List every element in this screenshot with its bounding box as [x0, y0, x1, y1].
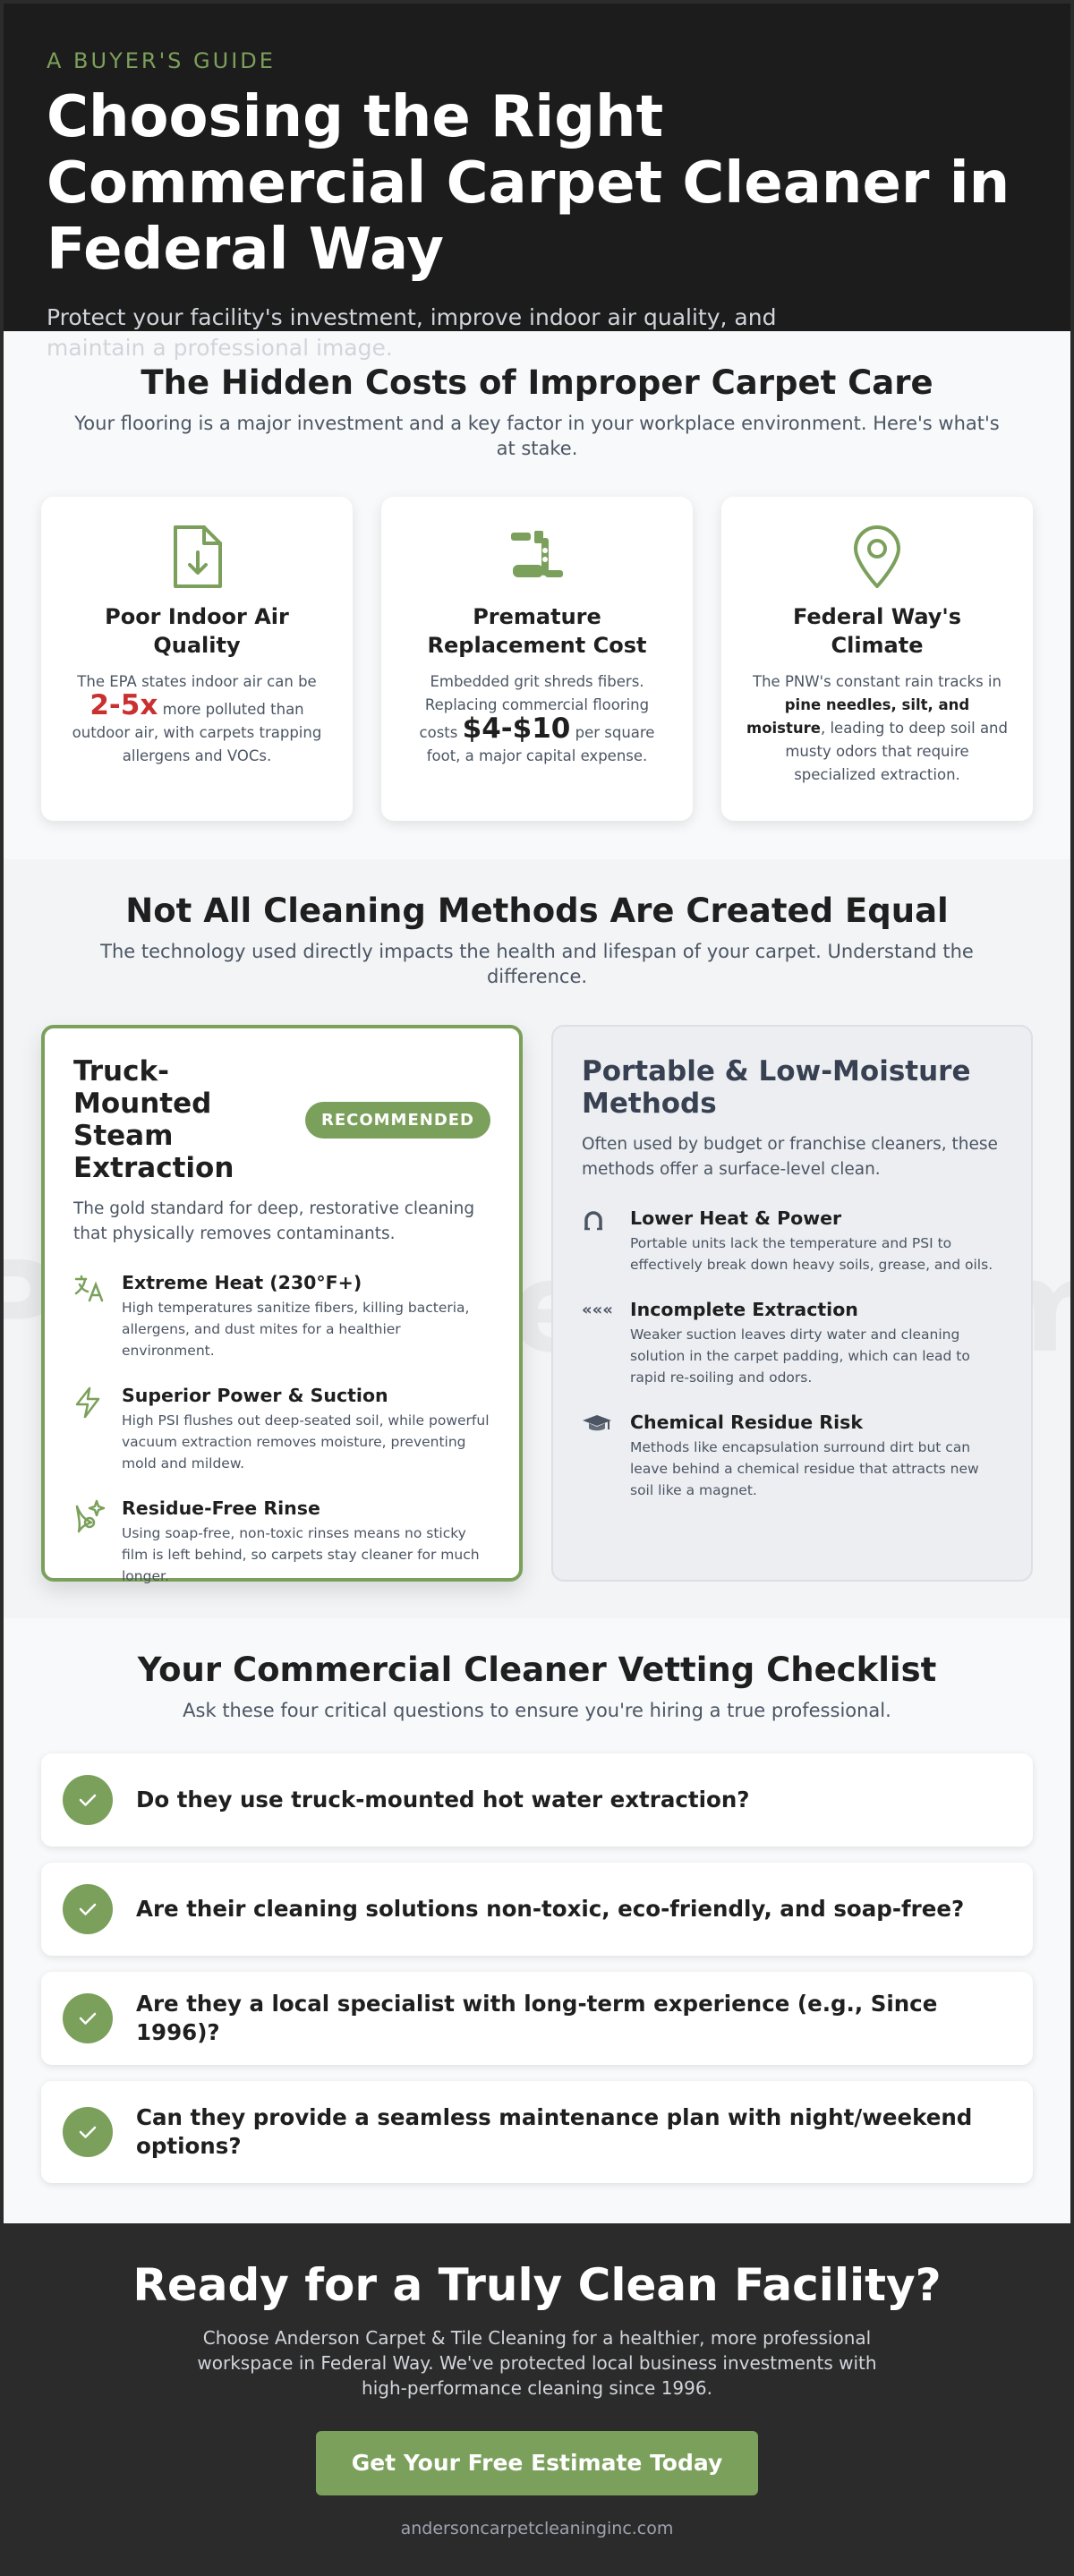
- tool-icon: [405, 524, 669, 590]
- feature-item: [582, 1207, 1002, 1275]
- cta-title: Ready for a Truly Clean Facility?: [132, 2259, 942, 2311]
- magnet-icon: [582, 1207, 630, 1275]
- cost-card-replacement: [381, 497, 693, 821]
- hero: [4, 4, 1070, 361]
- hero-eyebrow: A BUYER'S GUIDE: [47, 48, 276, 73]
- section-subtitle: Ask these four critical questions to ensure you're hiring a true professional.: [183, 1700, 891, 1721]
- feature-text: Methods like encapsulation surround dirt but can leave behind a chemical residue that attracts new soil like a magnet.: [630, 1439, 979, 1498]
- sparkle-icon: [73, 1497, 122, 1587]
- method-description: The gold standard for deep, restorative cleaning that physically removes contaminants.: [73, 1199, 475, 1243]
- checklist-item: [41, 2081, 1033, 2183]
- section-title: Your Commercial Cleaner Vetting Checklist: [137, 1651, 937, 1689]
- checklist-item: [41, 1753, 1033, 1847]
- method-description: Often used by budget or franchise cleaners, these methods offer a surface-level clean.: [582, 1135, 998, 1179]
- feature-text: Weaker suction leaves dirty water and cleaning solution in the carpet padding, which can lead to rapid re-soiling and odors.: [630, 1326, 970, 1386]
- cost-cards: [41, 497, 1033, 821]
- feature-title: Incomplete Extraction: [630, 1299, 858, 1320]
- checklist-question: Are their cleaning solutions non-toxic, eco-friendly, and soap-free?: [136, 1896, 965, 1922]
- cost-card-air-quality: [41, 497, 353, 821]
- feature-title: Lower Heat & Power: [630, 1207, 842, 1229]
- chevrons-left-icon: «««: [582, 1301, 613, 1319]
- feature-text: High PSI flushes out deep-seated soil, while powerful vacuum extraction removes moisture, preventing mold and mildew.: [122, 1412, 490, 1471]
- checklist-item: [41, 1972, 1033, 2065]
- heat-icon: [73, 1272, 122, 1361]
- card-title: Poor Indoor Air Quality: [105, 604, 289, 658]
- section-subtitle: Your flooring is a major investment and a key factor in your workplace environment. Here's what's at stake.: [74, 413, 1000, 459]
- portable-method-card: [551, 1025, 1033, 1582]
- hero-subtitle: Protect your facility's investment, improve indoor air quality, and maintain a professional image.: [47, 304, 777, 361]
- feature-text: Using soap-free, non-toxic rinses means no sticky film is left behind, so carpets stay cleaner for much longer.: [122, 1525, 480, 1584]
- method-title: Truck-Mounted Steam Extraction: [73, 1055, 234, 1184]
- section-subtitle: The technology used directly impacts the health and lifespan of your carpet. Understand the difference.: [100, 941, 974, 987]
- card-title: Federal Way's Climate: [792, 604, 962, 658]
- feature-item: [582, 1412, 1002, 1501]
- checkmark-icon: [63, 2107, 113, 2157]
- checklist: [41, 1753, 1033, 2183]
- recommended-method-card: [41, 1025, 523, 1582]
- location-pin-icon: [745, 524, 1010, 590]
- section-title: Not All Cleaning Methods Are Created Equal: [125, 891, 949, 930]
- card-body: The EPA states indoor air can be 2-5x more polluted than outdoor air, with carpets trapping allergens and VOCs.: [72, 673, 322, 764]
- feature-title: Chemical Residue Risk: [630, 1412, 863, 1433]
- cost-card-climate: [721, 497, 1033, 821]
- checklist-question: Are they a local specialist with long-term experience (e.g., Since 1996)?: [136, 1991, 938, 2045]
- website-link[interactable]: andersoncarpetcleaninginc.com: [400, 2519, 674, 2538]
- checklist-question: Do they use truck-mounted hot water extraction?: [136, 1787, 750, 1813]
- feature-item: [73, 1385, 490, 1474]
- feature-title: Extreme Heat (230°F+): [122, 1272, 362, 1293]
- section-title: The Hidden Costs of Improper Carpet Care: [141, 363, 933, 402]
- method-title: Portable & Low-Moisture Methods: [582, 1055, 971, 1120]
- feature-item: [582, 1299, 1002, 1388]
- card-body: The PNW's constant rain tracks in pine needles, silt, and moisture, leading to deep soil and musty odors that require specialized extraction.: [746, 673, 1008, 783]
- hidden-costs-section: [4, 331, 1070, 859]
- checklist-question: Can they provide a seamless maintenance plan with night/weekend options?: [136, 2104, 973, 2159]
- recommended-badge: RECOMMENDED: [305, 1102, 490, 1139]
- stat-highlight: pine needles, silt, and moisture: [746, 696, 970, 737]
- checklist-item: [41, 1863, 1033, 1956]
- feature-text: Portable units lack the temperature and PSI to effectively break down heavy soils, grease, and oils.: [630, 1235, 993, 1273]
- checkmark-icon: [63, 1775, 113, 1825]
- feature-title: Residue-Free Rinse: [122, 1497, 320, 1519]
- feature-item: [73, 1497, 490, 1587]
- free-estimate-button[interactable]: Get Your Free Estimate Today: [316, 2431, 758, 2495]
- lightning-icon: [73, 1385, 122, 1474]
- card-body: Embedded grit shreds fibers. Replacing commercial flooring costs $4-$10 per square foot, a major capital expense.: [419, 673, 655, 764]
- stat-highlight: 2-5x: [90, 689, 158, 721]
- cta-text: Choose Anderson Carpet & Tile Cleaning for a healthier, more professional workspace in Federal Way. We've protected local business investments with high-performance cleaning since 1996.: [197, 2327, 877, 2399]
- checkmark-icon: [63, 1884, 113, 1934]
- checkmark-icon: [63, 1993, 113, 2043]
- feature-text: High temperatures sanitize fibers, killing bacteria, allergens, and dust mites for a healthier environment.: [122, 1300, 470, 1359]
- card-title: Premature Replacement Cost: [427, 604, 647, 658]
- method-comparison: [41, 1025, 1033, 1582]
- document-download-icon: [64, 524, 329, 590]
- feature-item: [73, 1272, 490, 1361]
- feature-title: Superior Power & Suction: [122, 1385, 388, 1406]
- page-title: Choosing the Right Commercial Carpet Cleaner in Federal Way: [47, 84, 1010, 283]
- graduation-cap-icon: [582, 1412, 630, 1501]
- checklist-section: [4, 1618, 1070, 2223]
- stat-highlight: $4-$10: [462, 712, 571, 745]
- cta-footer: [4, 2223, 1070, 2572]
- methods-section: [4, 859, 1070, 1618]
